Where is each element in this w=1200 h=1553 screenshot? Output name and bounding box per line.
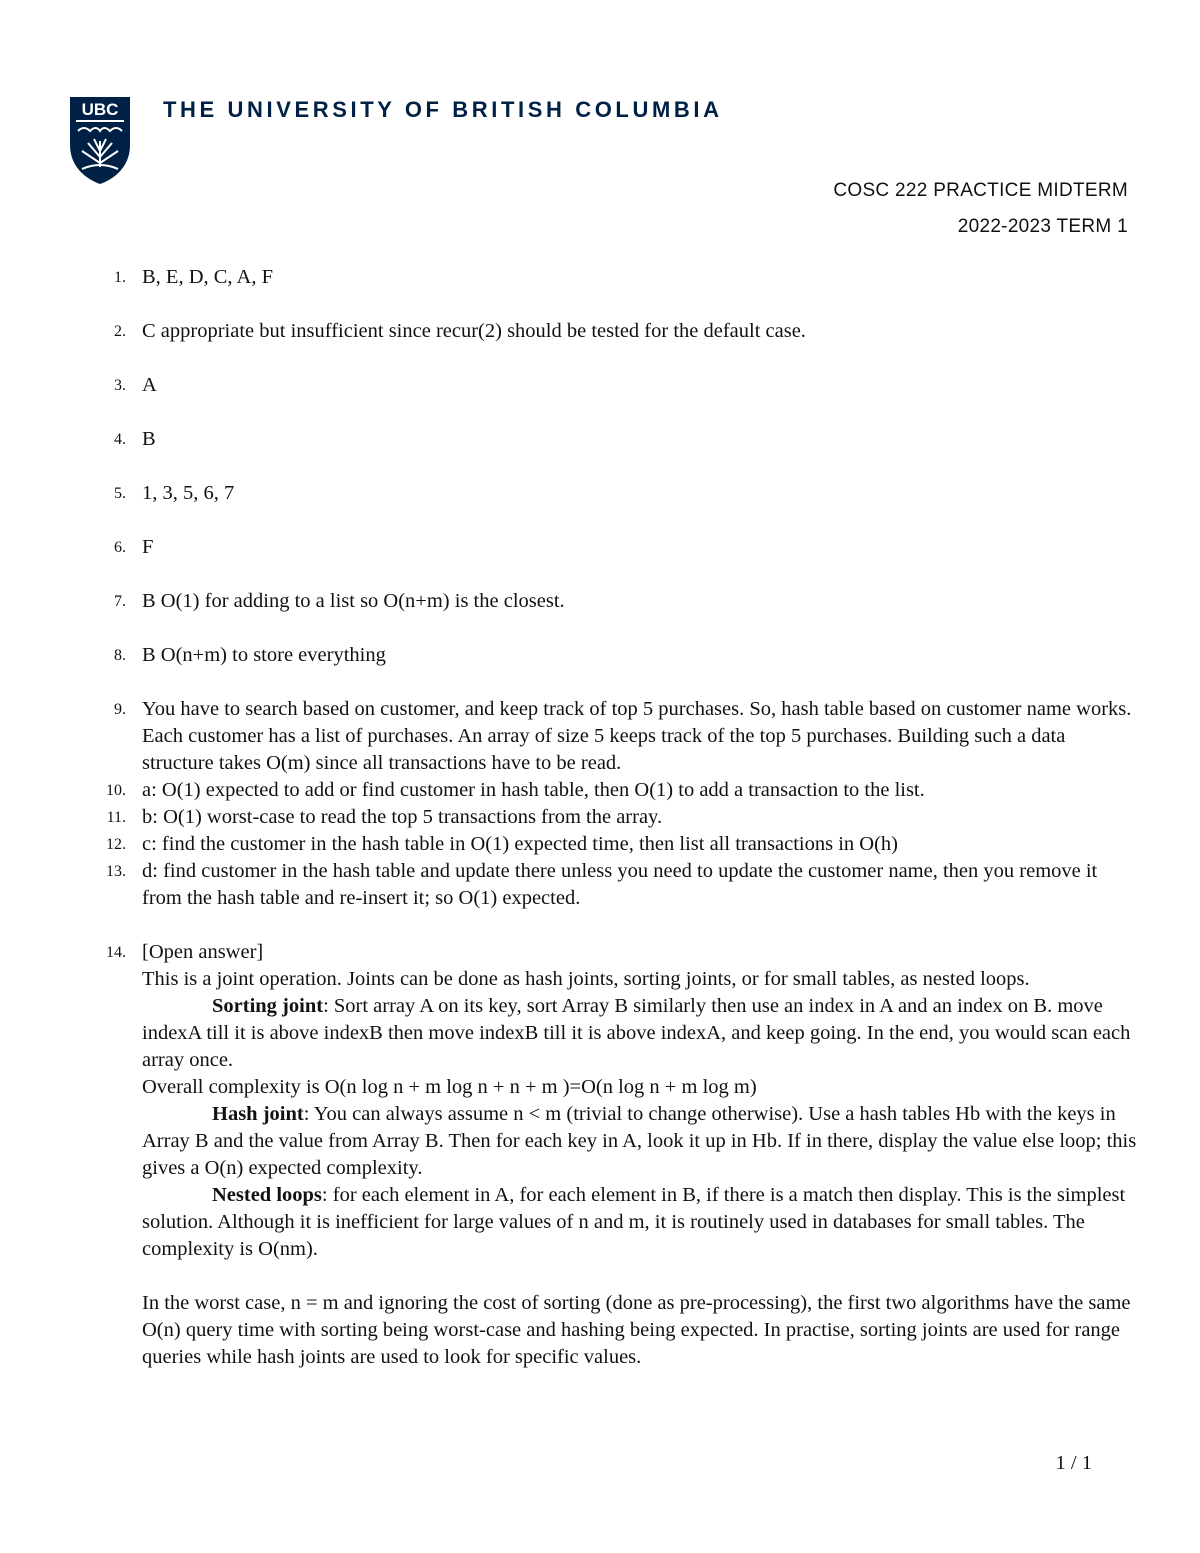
list-item: 12. c: find the customer in the hash table in O(1) expected time, then list all transactions in O(h) xyxy=(106,833,899,855)
list-item: 11. b: O(1) worst-case to read the top 5 transactions from the array. xyxy=(106,806,663,828)
letterhead xyxy=(68,95,768,185)
open-answer: 14. [Open answer] This is a joint operation. Joints can be done as hash joints, sorting joints, or for small tables, as nested loops. Sorting joint: Sort array A on its key, sort Array B similarly then use an index in A and an index on B. move indexA till it is above indexB then move indexB till it is above indexA, and keep going. In the end, you would scan each array once. Overall complexity is O(n log n + m log n + n + m )=O(n log n + m log m) Hash joint: You can always assume n < m (trivial to change otherwise). Use a hash tables Hb with the keys in Array B and the value from Array B. Then for each key in A, look it up in Hb. If in there, display the value else loop; this gives a O(n) expected complexity. Nested loops: for each element in A, for each element in B, if there is a match then display. This is the simplest solution. Although it is inefficient for large values of n and m, it is routinely used in databases for small tables. The complexity is O(nm). In the worst case, n = m and ignoring the cost of sorting (done as pre-processing), the first two algorithms have the same O(n) query time with sorting being worst-case and hashing being expected. In practise, sorting joints are used for range queries while hash joints are used to look for specific values. xyxy=(100,939,1140,1371)
sorting-joint-label: Sorting joint xyxy=(212,995,324,1017)
list-item: 8. B O(n+m) to store everything xyxy=(114,644,386,666)
nested-loops-paragraph: Nested loops: for each element in A, for each element in B, if there is a match then display. This is the simplest solution. Although it is inefficient for large values of n and m, it is routinely used in databases for small tables. The complexity is O(nm). xyxy=(142,1184,1126,1260)
svg-text:UBC: UBC xyxy=(81,100,119,119)
list-item: 4. B xyxy=(114,428,156,450)
list-item: 7. B O(1) for adding to a list so O(n+m) is the closest. xyxy=(114,590,565,612)
list-item: 13. d: find customer in the hash table and update there unless you need to update the customer name, then you remove it from the hash table and re-insert it; so O(1) expected. xyxy=(106,860,1098,909)
sorting-joint-paragraph: Sorting joint: Sort array A on its key, sort Array B similarly then use an index in A and an index on B. move indexA till it is above indexB then move indexB till it is above indexA, and keep going. In the end, you would scan each array once. xyxy=(142,995,1131,1071)
conclusion-paragraph: In the worst case, n = m and ignoring the cost of sorting (done as pre-processing), the first two algorithms have the same O(n) query time with sorting being worst-case and hashing being expected. In practise, sorting joints are used for range queries while hash joints are used to look for specific values. xyxy=(142,1292,1131,1368)
list-item: 10. a: O(1) expected to add or find customer in hash table, then O(1) to add a transaction to the list. xyxy=(106,779,925,801)
list-item: 2. C appropriate but insufficient since recur(2) should be tested for the default case. xyxy=(114,320,806,342)
list-item: 9. You have to search based on customer, and keep track of top 5 purchases. So, hash table based on customer name works. Each customer has a list of purchases. An array of size 5 keeps track of the top 5 purchases. Building such a data structure takes O(m) since all transactions have to be read. xyxy=(114,698,1132,774)
nested-loops-label: Nested loops xyxy=(212,1184,322,1206)
hash-joint-paragraph: Hash joint: You can always assume n < m (trivial to change otherwise). Use a hash tables Hb with the keys in Array B and the value from Array B. Then for each key in A, look it up in Hb. If in there, display the value else loop; this gives a O(n) expected complexity. xyxy=(142,1103,1137,1179)
open-answer-heading: [Open answer] xyxy=(142,941,264,963)
answer-list xyxy=(100,264,1140,1371)
list-item: 3. A xyxy=(114,374,157,396)
page-number: 1 / 1 xyxy=(1055,1452,1092,1474)
university-name: THE UNIVERSITY OF BRITISH COLUMBIA xyxy=(163,97,723,122)
term-label: 2022-2023 TERM 1 xyxy=(957,216,1128,237)
hash-joint-label: Hash joint xyxy=(212,1103,304,1125)
ubc-crest-logo xyxy=(68,95,132,185)
list-item: 5. 1, 3, 5, 6, 7 xyxy=(114,482,235,504)
list-item: 6. F xyxy=(114,536,154,558)
list-item: 1. B, E, D, C, A, F xyxy=(114,266,273,288)
overall-complexity: Overall complexity is O(n log n + m log n + n + m )=O(n log n + m log m) xyxy=(142,1076,757,1098)
course-title: COSC 222 PRACTICE MIDTERM xyxy=(833,180,1128,201)
open-answer-intro: This is a joint operation. Joints can be done as hash joints, sorting joints, or for small tables, as nested loops. xyxy=(142,968,1030,990)
